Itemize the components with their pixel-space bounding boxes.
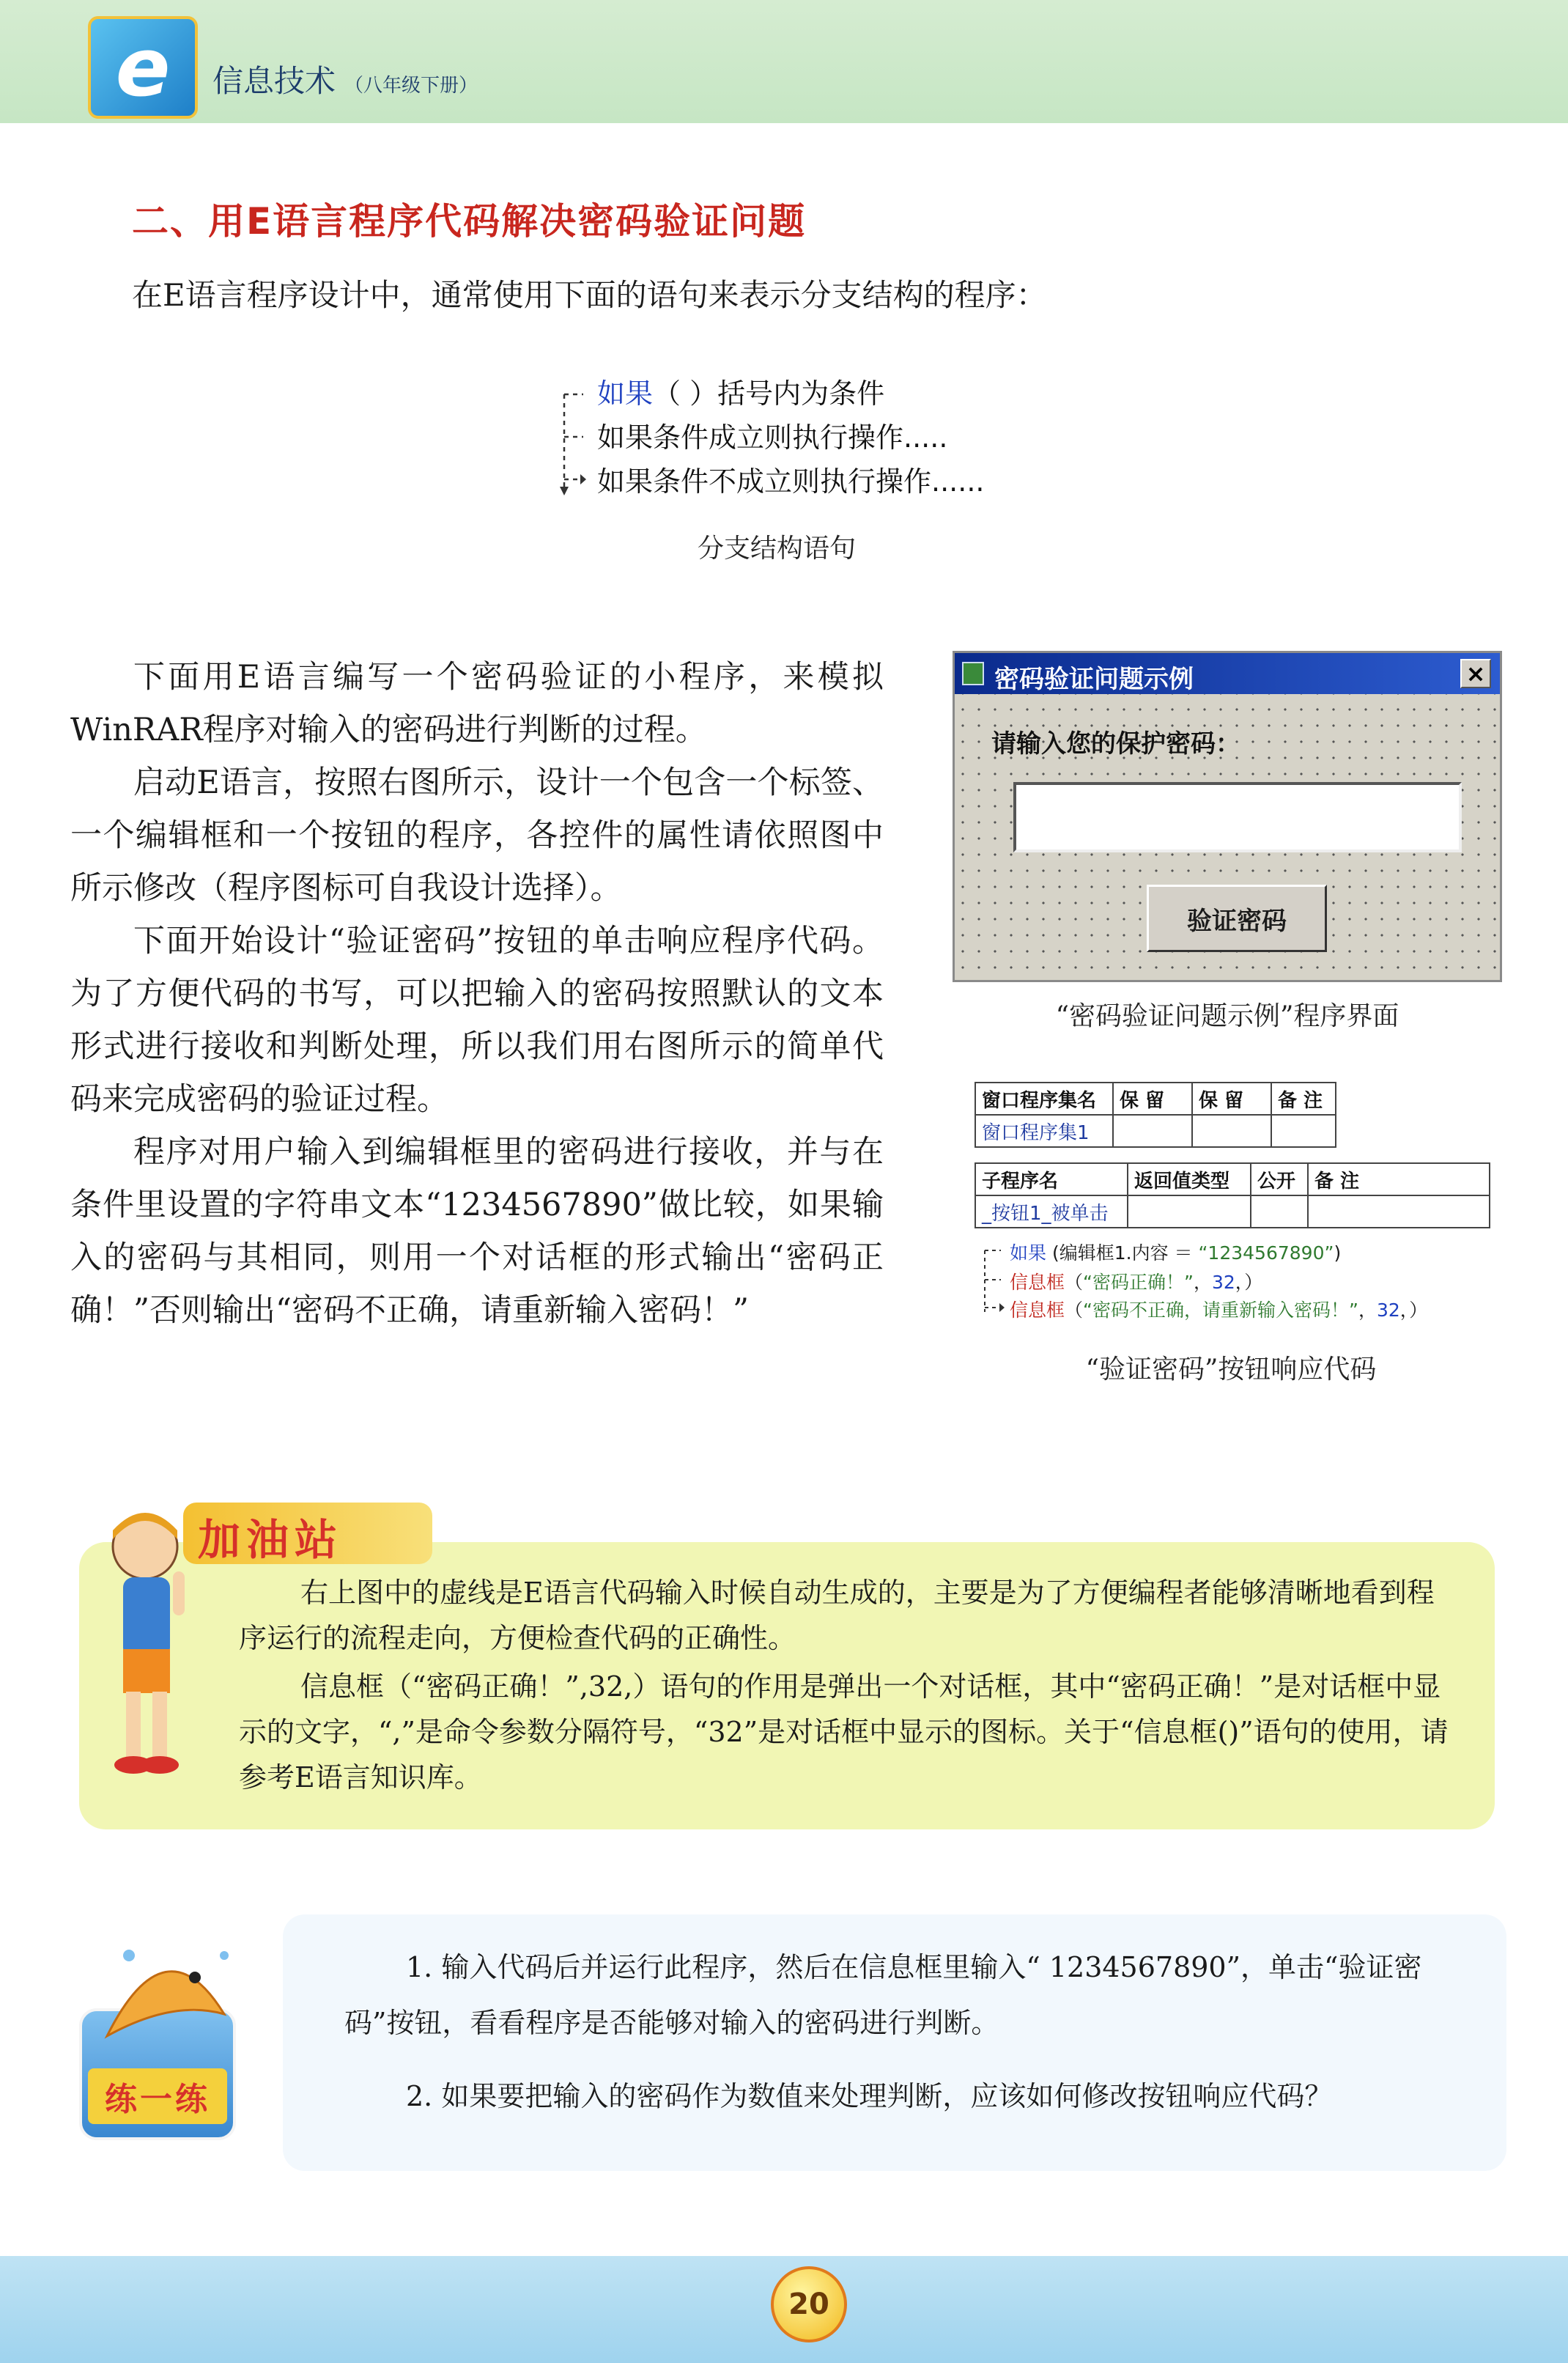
body-paragraph-2: 启动E语言，按照右图所示，设计一个包含一个标签、一个编辑框和一个按钮的程序，各控件的属性请依照图中所示修改（程序图标可自我设计选择）。 (70, 764, 884, 907)
code-text: ， (1358, 1300, 1377, 1321)
body-paragraph-3: 下面开始设计“验证密码”按钮的单击响应程序代码。为了方便代码的书写，可以把输入的密码按照默认的文本形式进行接收和判断处理，所以我们用右图所示的简单代码来完成密码的验证过程。 (70, 923, 884, 1118)
subroutine-table (975, 1162, 1490, 1228)
table-cell (1308, 1195, 1490, 1228)
table-cell: _按钮1_被单击 (975, 1195, 1128, 1228)
code-string: “密码不正确，请重新输入密码！” (1083, 1300, 1358, 1321)
password-label: 请输入您的保护密码： (991, 729, 1240, 759)
branch-keyword: 如果 (597, 377, 654, 410)
code-caption: “验证密码”按钮响应代码 (1085, 1354, 1377, 1385)
table-cell (1271, 1115, 1336, 1147)
tip-paragraph-2: 信息框（“密码正确！”,32,）语句的作用是弹出一个对话框，其中“密码正确！”是对话框中显示的文字，“,”是命令参数分隔符号，“32”是对话框中显示的图标。关于“信息框()”语句的使用，请参考E语言知识库。 (239, 1670, 1449, 1794)
code-keyword: 信息框 (1010, 1300, 1065, 1321)
intro-text: 在E语言程序设计中，通常使用下面的语句来表示分支结构的程序： (132, 277, 1047, 313)
code-text: ) (1334, 1242, 1342, 1264)
code-dashed-arrows (975, 1240, 1011, 1328)
branch-line-false: 如果条件不成立则执行操作...... (597, 465, 985, 498)
code-keyword: 如果 (1010, 1242, 1047, 1264)
tip-badge: 加油站 (198, 1515, 344, 1565)
app-icon (962, 662, 984, 685)
practice-question-2: 2. 如果要把输入的密码作为数值来处理判断，应该如何修改按钮响应代码？ (406, 2080, 1333, 2112)
tip-paragraph-1: 右上图中的虚线是E语言代码输入时候自动生成的，主要是为了方便编程者能够清晰地看到程序运行的流程走向，方便检查代码的正确性。 (239, 1577, 1435, 1654)
dialog-titlebar (955, 653, 1500, 694)
dialog-title: 密码验证问题示例 (994, 665, 1194, 694)
table-cell: 窗口程序集1 (975, 1115, 1113, 1147)
page-number: 20 (771, 2266, 847, 2342)
code-string: “1234567890” (1198, 1242, 1334, 1264)
code-number: 32 (1376, 1300, 1400, 1321)
code-text: (编辑框1.内容 ＝ (1051, 1242, 1199, 1264)
body-paragraph-4: 程序对用户输入到编辑框里的密码进行接收，并与在条件里设置的字符串文本“1234567890”做比较，如果输入的密码与其相同，则用一个对话框的形式输出“密码正确！”否则输出“密码不正确，请重新输入密码！” (70, 1134, 884, 1329)
practice-question-1: 1. 输入代码后并运行此程序，然后在信息框里输入“ 1234567890”，单击“验证密码”按钮，看看程序是否能够对输入的密码进行判断。 (344, 1951, 1422, 2039)
ie-logo-icon (88, 16, 198, 119)
section-title: 二、用E语言程序代码解决密码验证问题 (132, 200, 807, 243)
body-paragraph-1: 下面用E语言编写一个密码验证的小程序，来模拟WinRAR程序对输入的密码进行判断的过程。 (70, 659, 884, 748)
book-subtitle: （八年级下册） (344, 75, 478, 97)
code-text: ，） (1235, 1272, 1263, 1293)
logo-letter: e (115, 21, 171, 114)
code-number: 32 (1211, 1272, 1235, 1293)
table-cell (1251, 1195, 1308, 1228)
table-cell (1128, 1195, 1251, 1228)
verify-password-button[interactable]: 验证密码 (1147, 885, 1327, 952)
table-header: 保 留 (1192, 1083, 1271, 1115)
assembly-table (975, 1082, 1336, 1148)
close-icon[interactable]: × (1460, 659, 1491, 688)
table-header: 公开 (1251, 1163, 1308, 1195)
book-title-text: 信息技术 (212, 63, 336, 99)
branch-line-true: 如果条件成立则执行操作..... (597, 421, 948, 454)
code-text: ，） (1399, 1300, 1428, 1321)
code-string: “密码正确！” (1083, 1272, 1194, 1293)
table-header: 备 注 (1308, 1163, 1490, 1195)
branch-line-if (597, 371, 884, 411)
branch-caption: 分支结构语句 (697, 534, 856, 564)
book-title (212, 57, 478, 101)
table-header: 保 留 (1113, 1083, 1192, 1115)
dialog-caption: “密码验证问题示例”程序界面 (1055, 1001, 1399, 1031)
table-header: 备 注 (1271, 1083, 1336, 1115)
password-input[interactable] (1013, 782, 1462, 852)
table-header: 子程序名 (975, 1163, 1128, 1195)
code-line-if (1010, 1239, 1341, 1265)
code-line-false (1010, 1296, 1427, 1322)
table-header: 返回值类型 (1128, 1163, 1251, 1195)
password-dialog (953, 651, 1502, 982)
table-cell (1192, 1115, 1271, 1147)
practice-badge: 练一练 (88, 2068, 227, 2124)
table-header: 窗口程序集名 (975, 1083, 1113, 1115)
code-keyword: 信息框 (1010, 1272, 1065, 1293)
code-text: ， (1193, 1272, 1212, 1293)
code-line-true (1010, 1268, 1262, 1294)
branch-dashed-arrows (542, 377, 586, 509)
branch-condition: （ ）括号内为条件 (653, 377, 885, 410)
code-text: （ (1065, 1272, 1084, 1293)
table-cell (1113, 1115, 1192, 1147)
code-text: （ (1065, 1300, 1084, 1321)
fish-icon (85, 1926, 246, 2073)
